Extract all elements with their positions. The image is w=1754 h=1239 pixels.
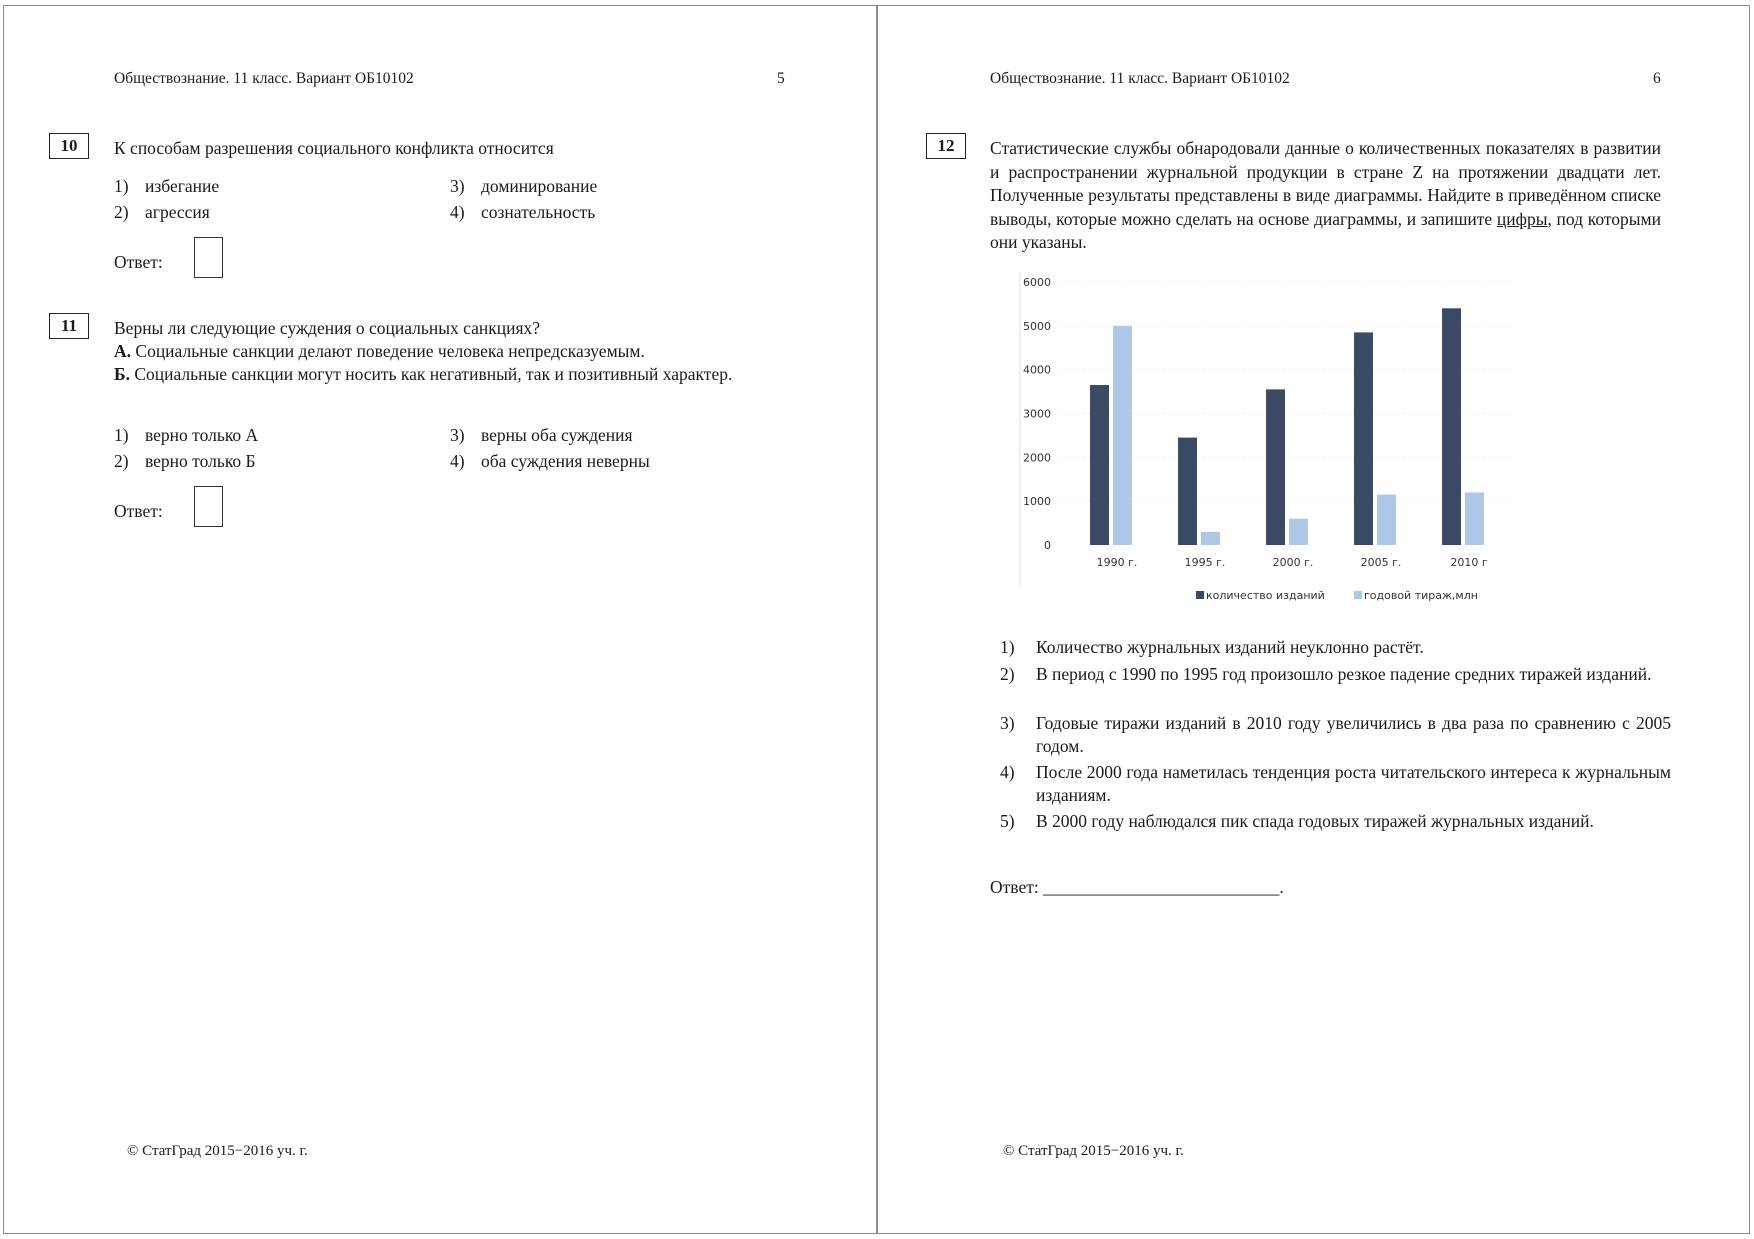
bar-circulation-2 bbox=[1201, 532, 1220, 545]
chart-x-ticks bbox=[1097, 556, 1488, 569]
task-10-answer-box[interactable] bbox=[194, 237, 223, 278]
task-11-answer-box[interactable] bbox=[194, 486, 223, 527]
task-10-option-1: 1) избегание bbox=[114, 176, 220, 196]
task-10-answer-label: Ответ: bbox=[114, 252, 163, 272]
bar-circulation-3 bbox=[1289, 519, 1308, 545]
bar-count-4 bbox=[1354, 332, 1373, 545]
task-10-question: К способам разрешения социального конфликта относится bbox=[114, 138, 554, 158]
left-page bbox=[3, 5, 877, 1234]
bar-count-2 bbox=[1178, 438, 1197, 545]
task-11-option-4: 4) оба суждения неверны bbox=[450, 451, 650, 471]
left-page-number: 5 bbox=[777, 70, 785, 87]
chart-legend bbox=[1196, 589, 1478, 602]
x-tick-label: 2000 г. bbox=[1272, 556, 1314, 569]
task-12-statements bbox=[988, 636, 1688, 866]
right-page-number: 6 bbox=[1653, 70, 1661, 87]
task-12-intro-underlined: цифры bbox=[1496, 208, 1548, 229]
bar-count-1 bbox=[1090, 385, 1109, 545]
bar-count-3 bbox=[1266, 389, 1285, 545]
bar-count-5 bbox=[1442, 308, 1461, 545]
y-tick-label: 5000 bbox=[1023, 319, 1051, 333]
right-page-header: Обществознание. 11 класс. Вариант ОБ10102 bbox=[990, 70, 1290, 87]
task-12-intro: Статистические службы обнародовали данные о количественных показателях в развитии и распространении журнальной продукции в стране Z на протяжении двадцати лет. Полученные результаты представлены в виде диаграммы. Найдите в приведённом списке выводы, которые можно сделать на основе диаграммы, и запишите цифры, под которыми они указаны. bbox=[990, 138, 1661, 252]
y-tick-label: 0 bbox=[1044, 539, 1051, 552]
y-tick-label: 6000 bbox=[1023, 276, 1051, 289]
legend-label: годовой тираж,млн bbox=[1364, 589, 1478, 602]
task-11-answer-label: Ответ: bbox=[114, 501, 163, 521]
legend-label: количество изданий bbox=[1206, 589, 1325, 602]
left-page-footer: © СтатГрад 2015−2016 уч. г. bbox=[127, 1143, 308, 1159]
statement-3: 3) Годовые тиражи изданий в 2010 году увеличились в два раза по сравнению с 2005 годом. bbox=[1000, 713, 1671, 756]
legend-swatch bbox=[1354, 591, 1362, 599]
right-page bbox=[877, 5, 1750, 1234]
task-12-answer-line[interactable]: ___________________________. bbox=[1043, 877, 1284, 897]
bar-circulation-5 bbox=[1465, 492, 1484, 545]
y-tick-label: 4000 bbox=[1023, 363, 1051, 377]
statement-5: 5) В 2000 году наблюдался пик спада годовых тиражей журнальных изданий. bbox=[1000, 811, 1594, 831]
task-11-option-3: 3) верны оба суждения bbox=[450, 425, 633, 445]
task-10-option-4: 4) сознательность bbox=[450, 202, 596, 222]
statement-4: 4) После 2000 года наметилась тенденция роста читательского интереса к журнальным изданиям. bbox=[1000, 762, 1671, 805]
x-tick-label: 2005 г. bbox=[1360, 556, 1402, 569]
bar-chart bbox=[1013, 268, 1533, 613]
left-page-header: Обществознание. 11 класс. Вариант ОБ10102 bbox=[114, 70, 414, 87]
x-tick-label: 1995 г. bbox=[1184, 556, 1226, 569]
task-12-answer: Ответ: ___________________________. bbox=[990, 877, 1284, 897]
statement-1: 1) Количество журнальных изданий неуклонно растёт. bbox=[1000, 637, 1424, 657]
statement-2: 2) В период с 1990 по 1995 год произошло резкое падение средних тиражей изданий. bbox=[1000, 664, 1652, 684]
right-page-footer: © СтатГрад 2015−2016 уч. г. bbox=[1003, 1143, 1184, 1159]
chart-y-ticks bbox=[1023, 276, 1051, 552]
chart-bars bbox=[1090, 308, 1484, 545]
y-tick-label: 1000 bbox=[1023, 495, 1051, 509]
task-10-number: 10 bbox=[49, 133, 89, 159]
task-11-number: 11 bbox=[49, 313, 89, 339]
y-tick-label: 2000 bbox=[1023, 451, 1051, 465]
task-11-question: Верны ли следующие суждения о социальных санкциях? bbox=[114, 318, 541, 338]
task-11-option-1: 1) верно только А bbox=[114, 425, 259, 445]
task-11-statement-a: А. Социальные санкции делают поведение человека непредсказуемым. bbox=[114, 341, 645, 361]
task-11-option-2: 2) верно только Б bbox=[114, 451, 256, 471]
x-tick-label: 1990 г. bbox=[1096, 556, 1138, 569]
y-tick-label: 3000 bbox=[1023, 407, 1051, 421]
task-10-option-3: 3) доминирование bbox=[450, 176, 598, 196]
task-11-statement-b: Б. Социальные санкции могут носить как негативный, так и позитивный характер. bbox=[114, 364, 733, 384]
bar-circulation-1 bbox=[1113, 326, 1132, 545]
task-10-option-2: 2) агрессия bbox=[114, 202, 210, 222]
bar-circulation-4 bbox=[1377, 495, 1396, 545]
legend-swatch bbox=[1196, 591, 1204, 599]
x-tick-label: 2010 г bbox=[1450, 556, 1488, 569]
task-12-number: 12 bbox=[926, 133, 966, 159]
